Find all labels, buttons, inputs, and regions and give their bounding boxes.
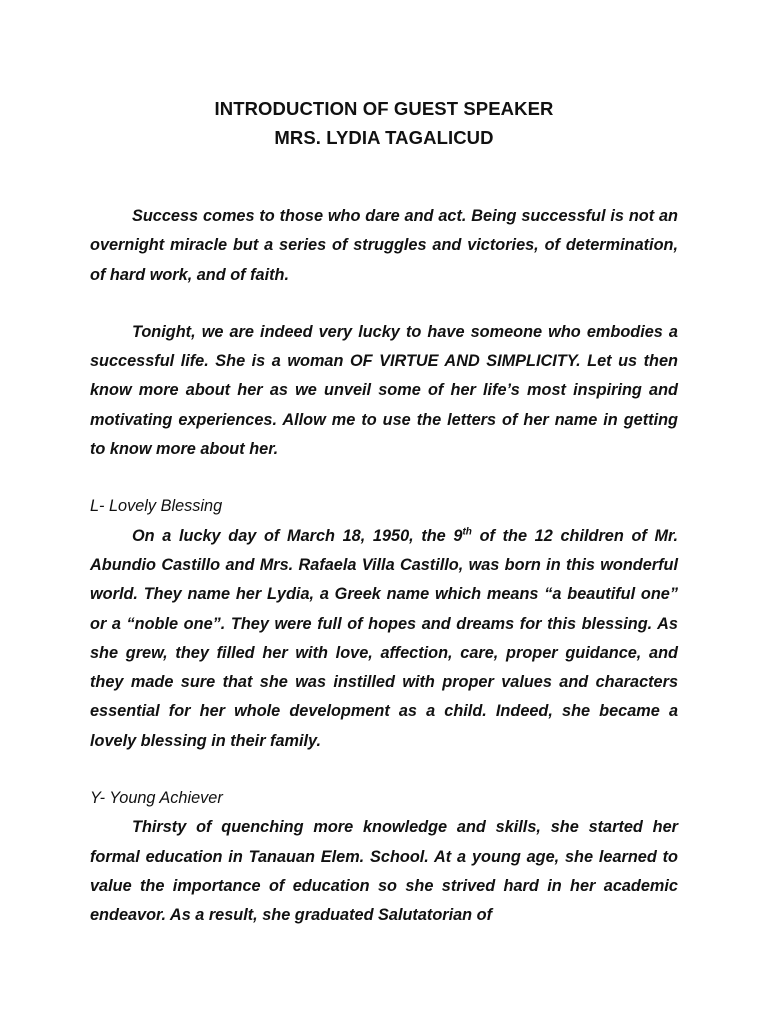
spacer xyxy=(90,464,678,492)
document-title: INTRODUCTION OF GUEST SPEAKER xyxy=(214,98,554,119)
paragraph-intro: Success comes to those who dare and act. Being successful is not an overnight miracle but a series of struggles and victories, of determination, of hard work, and of faith. xyxy=(90,207,678,284)
ordinal-suffix: th xyxy=(462,526,472,538)
section-heading-lovely-blessing: L- Lovely Blessing xyxy=(90,497,223,516)
document-subtitle: MRS. LYDIA TAGALICUD xyxy=(274,127,494,148)
document-page xyxy=(90,94,678,931)
paragraph-text: of the 12 children of Mr. Abundio Castillo and Mrs. Rafaela Villa Castillo, was born in this wonderful world. They name her Lydia, a Greek name which means “a beautiful one” or a “noble one”. They were full of hopes and dreams for this blessing. As she grew, they filled her with love, affection, care, proper guidance, and they made sure that she was instilled with proper values and characters essential for her whole development as a child. Indeed, she became a lovely blessing in their family. xyxy=(90,526,678,750)
section-heading-young-achiever: Y- Young Achiever xyxy=(90,789,223,808)
paragraph-lovely-blessing xyxy=(90,522,678,756)
paragraph-young-achiever: Thirsty of quenching more knowledge and skills, she started her formal education in Tanauan Elem. School. At a young age, she learned to value the importance of education so she strived hard in her academic endeavor. As a result, she graduated Salutatorian of xyxy=(90,818,678,925)
spacer xyxy=(90,756,678,784)
paragraph-tonight: Tonight, we are indeed very lucky to have someone who embodies a successful life. She is a woman OF VIRTUE AND SIMPLICITY. Let us then know more about her as we unveil some of her life’s most inspiring and motivating experiences. Allow me to use the letters of her name in getting to know more about her. xyxy=(90,322,678,459)
paragraph-text: On a lucky day of March 18, 1950, the 9 xyxy=(132,526,463,545)
spacer xyxy=(90,290,678,318)
spacer xyxy=(90,152,678,202)
